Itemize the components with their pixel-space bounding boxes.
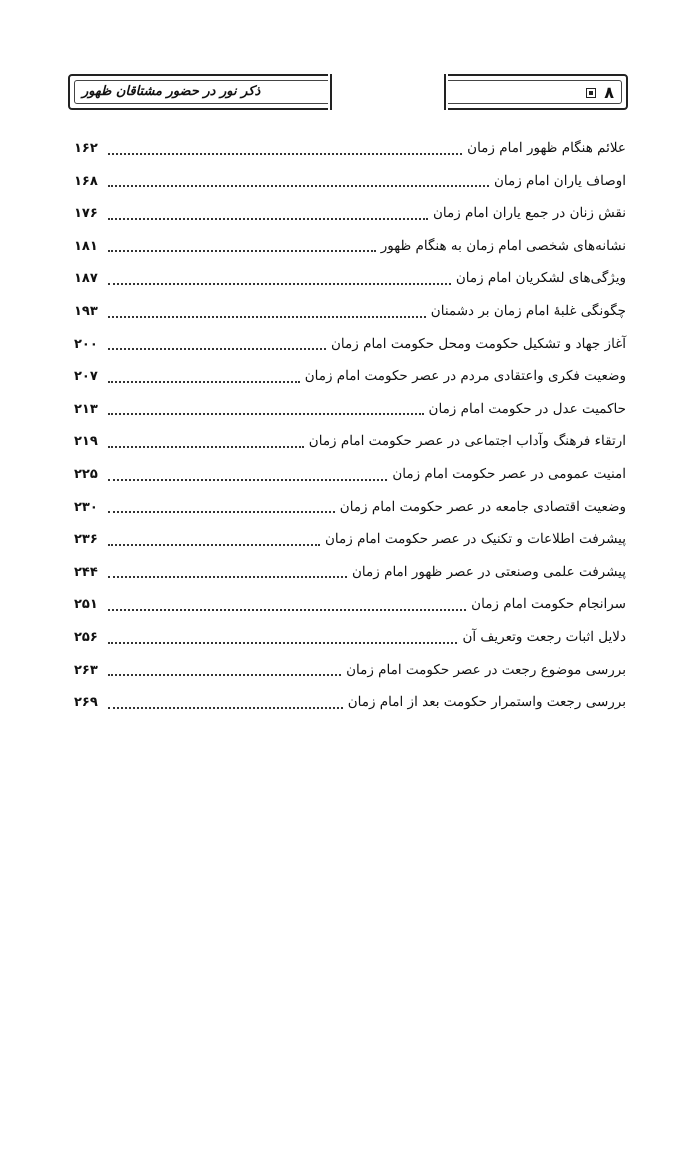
toc-entry-title: امنیت عمومی در عصر حکومت امام زمان: [392, 465, 626, 482]
toc-entry: [74, 686, 626, 719]
toc-entry-page: ۲۱۹: [74, 434, 98, 450]
toc-entry: [74, 132, 626, 165]
toc-entry-page: ۲۲۵: [74, 466, 98, 482]
toc-entry-title: وضعیت اقتصادی جامعه در عصر حکومت امام زمان: [339, 498, 626, 515]
toc-entry-title: سرانجام حکومت امام زمان: [471, 596, 626, 613]
toc-entry-title: حاکمیت عدل در حکومت امام زمان: [428, 400, 626, 417]
toc-entry-page: ۲۰۰: [74, 336, 98, 352]
toc-leader-dots: [108, 283, 451, 285]
toc-leader-dots: [108, 544, 320, 546]
toc-entry-page: ۲۳۰: [74, 499, 98, 515]
toc-leader-dots: [108, 153, 462, 155]
toc-entry: [74, 491, 626, 524]
square-bullet-icon: [586, 88, 596, 98]
toc-leader-dots: [108, 707, 343, 709]
page-number-group: [586, 83, 614, 102]
toc-entry: [74, 295, 626, 328]
toc-entry: [74, 165, 626, 198]
toc-leader-dots: [108, 446, 304, 448]
toc-entry-page: ۱۸۱: [74, 238, 98, 254]
toc-entry: [74, 556, 626, 589]
toc-entry: [74, 393, 626, 426]
book-title: ذکر نور در حضور مشتاقان ظهور: [82, 84, 261, 99]
toc-leader-dots: [108, 348, 326, 350]
toc-entry: [74, 230, 626, 263]
toc-leader-dots: [108, 185, 489, 187]
page-number: ۸: [604, 83, 614, 102]
toc-entry: [74, 262, 626, 295]
toc-entry: [74, 621, 626, 654]
toc-entry-title: نقش زنان در جمع یاران امام زمان: [432, 205, 626, 222]
toc-entry-page: ۱۶۸: [74, 173, 98, 189]
toc-leader-dots: [108, 511, 335, 513]
toc-entry-title: علائم هنگام ظهور امام زمان: [467, 140, 626, 156]
toc-entry-page: ۱۶۲: [74, 141, 98, 156]
toc-entry-title: بررسی موضوع رجعت در عصر حکومت امام زمان: [346, 661, 626, 678]
toc-entry: [74, 523, 626, 556]
toc-leader-dots: [108, 250, 376, 252]
toc-entry-title: چگونگی غلبهٔ امام زمان بر دشمنان: [430, 302, 626, 319]
toc-entry-page: ۱۷۶: [74, 206, 98, 222]
header-divider: [328, 74, 448, 110]
toc-entry-page: ۲۰۷: [74, 369, 98, 385]
toc-entry-page: ۲۵۶: [74, 629, 98, 645]
running-header: [68, 74, 628, 110]
toc-entry: [74, 425, 626, 458]
toc-entry-page: ۲۳۶: [74, 532, 98, 548]
toc-entry-title: نشانه‌های شخصی امام زمان به هنگام ظهور: [380, 237, 626, 254]
toc-entry-page: ۱۹۳: [74, 303, 98, 319]
toc-entry-page: ۲۵۱: [74, 597, 98, 613]
table-of-contents: [74, 132, 626, 719]
toc-entry-page: ۲۶۳: [74, 662, 98, 678]
toc-entry: [74, 654, 626, 687]
toc-leader-dots: [108, 316, 426, 318]
toc-leader-dots: [108, 218, 428, 220]
toc-entry-page: ۱۸۷: [74, 271, 98, 287]
toc-entry-title: بررسی رجعت واستمرار حکومت بعد از امام زمان: [347, 694, 626, 711]
toc-entry: [74, 458, 626, 491]
toc-leader-dots: [108, 576, 347, 578]
toc-entry-title: ارتقاء فرهنگ وآداب اجتماعی در عصر حکومت امام زمان: [308, 433, 626, 450]
toc-entry-title: دلایل اثبات رجعت وتعریف آن: [462, 628, 626, 645]
toc-entry-page: ۲۶۹: [74, 695, 98, 711]
toc-entry-title: آغاز جهاد و تشکیل حکومت ومحل حکومت امام زمان: [331, 335, 626, 352]
toc-entry-title: اوصاف یاران امام زمان: [493, 172, 626, 189]
toc-entry: [74, 588, 626, 621]
toc-leader-dots: [108, 381, 300, 383]
toc-leader-dots: [108, 609, 466, 611]
toc-entry-page: ۲۴۴: [74, 564, 98, 580]
toc-leader-dots: [108, 674, 341, 676]
toc-entry-title: پیشرفت علمی وصنعتی در عصر ظهور امام زمان: [352, 563, 626, 580]
toc-entry: [74, 197, 626, 230]
toc-entry-page: ۲۱۳: [74, 401, 98, 417]
toc-leader-dots: [108, 413, 424, 415]
toc-leader-dots: [108, 479, 387, 481]
toc-entry-title: ویژگی‌های لشکریان امام زمان: [455, 270, 626, 287]
toc-entry: [74, 360, 626, 393]
toc-leader-dots: [108, 642, 457, 644]
toc-entry-title: وضعیت فکری واعتقادی مردم در عصر حکومت امام زمان: [304, 368, 626, 385]
toc-entry-title: پیشرفت اطلاعات و تکنیک در عصر حکومت امام زمان: [325, 531, 626, 548]
toc-entry: [74, 328, 626, 361]
